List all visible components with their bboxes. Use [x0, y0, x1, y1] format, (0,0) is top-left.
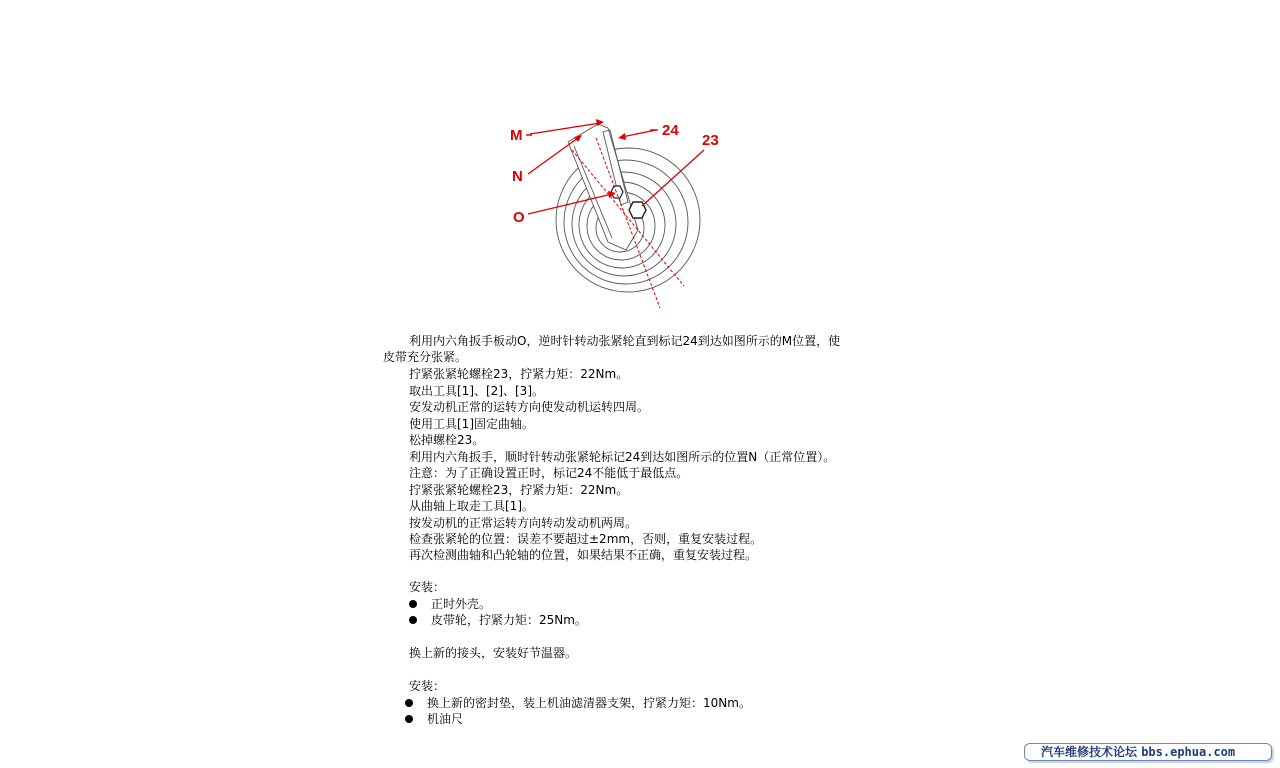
step-line: 利用内六角扳手板动O，逆时针转动张紧轮直到标记24到达如图所示的M位置，使 — [409, 334, 841, 348]
leader-24 — [622, 130, 656, 137]
arrow-24 — [618, 133, 626, 140]
step-line: 拧紧张紧轮螺栓23，拧紧力矩：22Nm。 — [409, 483, 629, 497]
leader-n — [528, 138, 578, 174]
step-line: 安发动机正常的运转方向使发动机运转四周。 — [409, 400, 650, 414]
label-n: N — [512, 168, 523, 185]
step-line: 再次检测曲轴和凸轮轴的位置，如果结果不正确，重复安装过程。 — [409, 548, 758, 562]
replace-note: 换上新的接头，安装好节温器。 — [409, 646, 578, 660]
watermark-url: bbs.ephua.com — [1141, 745, 1236, 759]
bullet-icon — [405, 699, 413, 707]
install-heading: 安装： — [409, 580, 446, 594]
step-line: 松掉螺栓23。 — [409, 433, 485, 447]
step-line: 皮带充分张紧。 — [383, 350, 468, 364]
install-heading: 安装： — [409, 679, 446, 693]
step-line: 注意：为了正确设置正时，标记24不能低于最低点。 — [409, 466, 689, 480]
step-line: 取出工具[1]、[2]、[3]。 — [409, 384, 544, 398]
step-line: 检查张紧轮的位置：误差不要超过±2mm，否则，重复安装过程。 — [409, 532, 763, 546]
step-line: 按发动机的正常运转方向转动发动机两周。 — [409, 516, 638, 530]
watermark-cn: 汽车维修技术论坛 — [1041, 745, 1138, 759]
step-line: 拧紧张紧轮螺栓23，拧紧力矩：22Nm。 — [409, 367, 629, 381]
label-23: 23 — [702, 132, 719, 149]
list-item: 正时外壳。 — [431, 597, 492, 611]
hex-nut-o — [611, 186, 623, 198]
leader-23 — [642, 150, 704, 206]
list-item: 机油尺 — [427, 712, 464, 726]
tensioner-arm — [568, 124, 638, 250]
bullet-icon — [405, 715, 413, 723]
bullet-icon — [409, 616, 417, 624]
step-line: 从曲轴上取走工具[1]。 — [409, 499, 534, 513]
label-24: 24 — [662, 122, 679, 139]
label-o: O — [513, 209, 525, 226]
step-line: 使用工具[1]固定曲轴。 — [409, 417, 534, 431]
list-item: 皮带轮，拧紧力矩：25Nm。 — [431, 613, 587, 627]
list-item: 换上新的密封垫，装上机油滤清器支架，拧紧力矩：10Nm。 — [427, 696, 751, 710]
tensioner-diagram — [500, 110, 720, 315]
bullet-icon — [409, 600, 417, 608]
forum-watermark — [1024, 743, 1272, 761]
label-m: M — [510, 127, 523, 144]
step-line: 利用内六角扳手，顺时针转动张紧轮标记24到达如图所示的位置N（正常位置）。 — [409, 450, 836, 464]
